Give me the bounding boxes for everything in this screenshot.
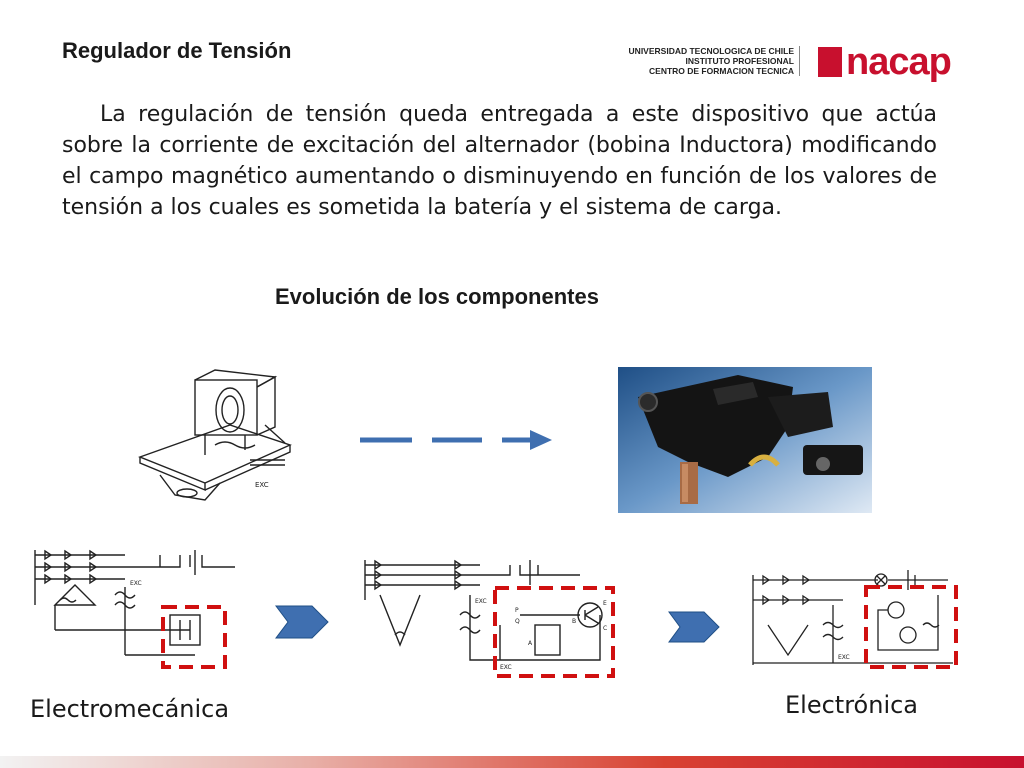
electromechanical-regulator-sketch <box>135 365 295 515</box>
electronic-circuit-diagram <box>748 565 963 675</box>
logo-divider <box>799 46 800 76</box>
institution-line-2: INSTITUTO PROFESIONAL <box>685 56 794 66</box>
transition-arrow-1 <box>275 605 329 639</box>
caption-electromechanical: Electromecánica <box>30 695 230 723</box>
body-paragraph: La regulación de tensión queda entregada a este dispositivo que actúa sobre la corriente de excitación del alternador (bobina Inductora) modificando el campo magnético aumentando o disminuyendo en función de los valores de tensión a los cuales es sometida la batería y el sistema de carga. <box>62 102 937 220</box>
electromechanical-circuit-diagram <box>30 545 240 670</box>
institution-line-1: UNIVERSIDAD TECNOLOGICA DE CHILE <box>628 46 794 56</box>
diagram2-exc-label-2: EXC <box>500 664 512 671</box>
diagram2-q-label: Q <box>515 618 520 625</box>
exc-terminal-label: EXC <box>255 481 269 489</box>
electronic-regulator-photo <box>618 367 872 513</box>
diagram2-a-label: A <box>528 640 533 647</box>
caption-electronic: Electrónica <box>785 691 919 719</box>
diagram2-c-label: C <box>603 625 608 632</box>
institution-name <box>629 46 794 76</box>
diagram2-exc-label-1: EXC <box>475 598 487 605</box>
section-subtitle: Evolución de los componentes <box>275 284 599 309</box>
diagram2-b-label: B <box>572 618 577 625</box>
institution-line-3: CENTRO DE FORMACION TECNICA <box>649 66 794 76</box>
diagram2-p-label: P <box>515 607 519 614</box>
footer-gradient-bar <box>0 756 1024 768</box>
diagram1-exc-label: EXC <box>130 580 142 587</box>
diagram2-e-label: E <box>603 600 607 607</box>
hybrid-circuit-diagram <box>360 555 620 680</box>
diagram3-exc-label: EXC <box>838 654 850 661</box>
transition-arrow-2 <box>668 611 720 643</box>
inacap-wordmark: nacap <box>846 41 951 83</box>
slide-title: Regulador de Tensión <box>62 38 292 63</box>
inacap-logo-mark <box>818 47 842 77</box>
evolution-dashed-arrow <box>358 428 558 452</box>
